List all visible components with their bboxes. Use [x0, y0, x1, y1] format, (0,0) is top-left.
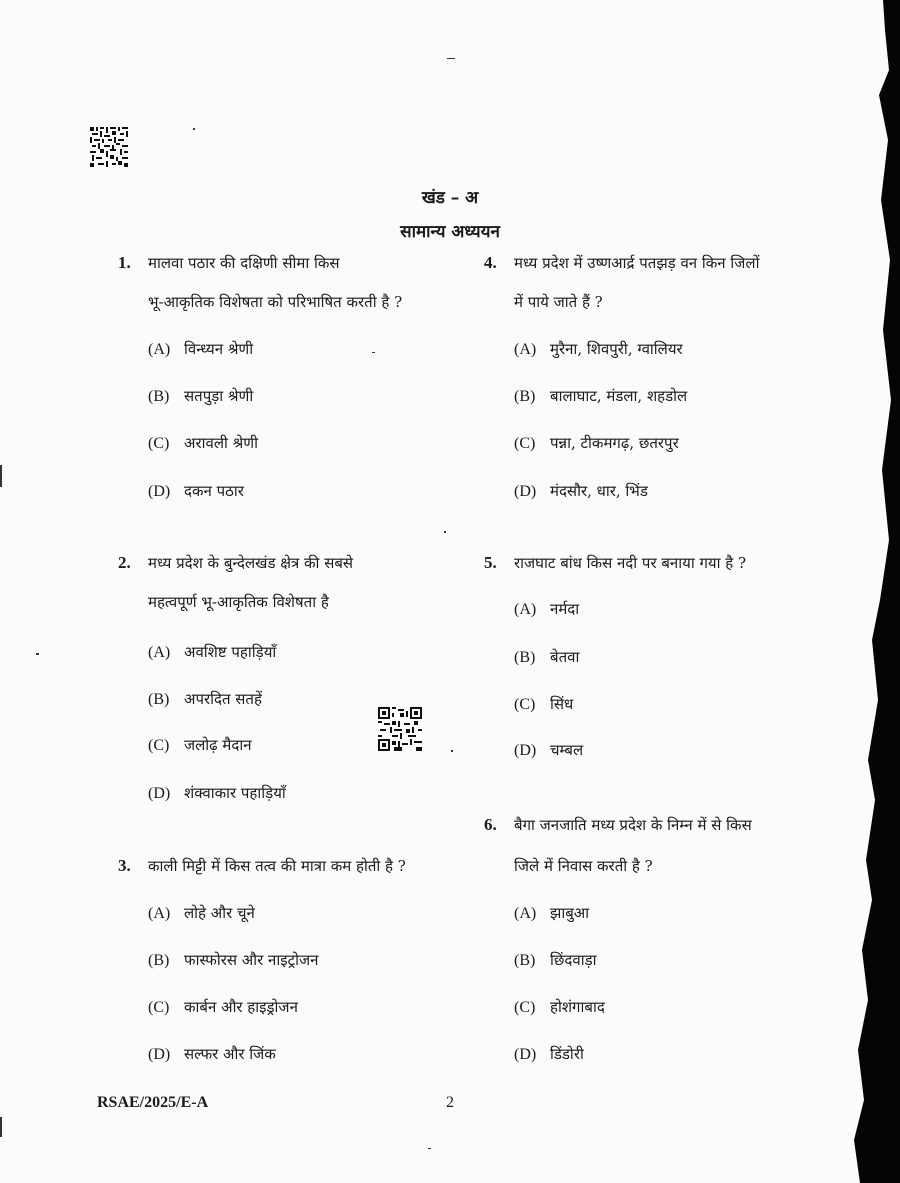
option-a[interactable]	[514, 599, 579, 619]
option-label: (B)	[514, 388, 536, 405]
option-label: (D)	[148, 1046, 171, 1063]
question-number: 3.	[118, 856, 131, 875]
option-c[interactable]	[514, 694, 573, 714]
option-label: (B)	[148, 388, 170, 405]
option-text: अपरदित सतहें	[184, 690, 262, 708]
scan-speck	[447, 58, 455, 59]
option-c[interactable]	[148, 735, 252, 755]
option-text: फास्फोरस और नाइट्रोजन	[184, 951, 319, 969]
question-text-line: बैगा जनजाति मध्य प्रदेश के निम्न में से किस	[514, 816, 752, 834]
qr-code-middle	[378, 707, 422, 751]
question-number: 6.	[484, 815, 497, 834]
option-b[interactable]	[514, 950, 597, 970]
option-text: अरावली श्रेणी	[184, 434, 258, 452]
option-label: (B)	[148, 691, 170, 708]
option-label: (D)	[514, 483, 537, 500]
question-text-line: राजघाट बांध किस नदी पर बनाया गया है ?	[514, 554, 747, 572]
option-text: कार्बन और हाइड्रोजन	[184, 998, 298, 1016]
option-text: सिंध	[550, 695, 574, 713]
option-label: (C)	[514, 696, 536, 713]
option-a[interactable]	[514, 903, 589, 923]
scan-speck	[444, 531, 446, 533]
question-text-line: में पाये जाते हैं ?	[514, 293, 603, 311]
option-label: (A)	[148, 644, 171, 661]
option-text: जलोढ़ मैदान	[184, 736, 252, 754]
option-text: पन्ना, टीकमगढ़, छतरपुर	[550, 434, 679, 452]
question-number: 1.	[118, 253, 131, 272]
scan-speck	[0, 1117, 2, 1137]
scan-speck	[193, 128, 195, 130]
option-b[interactable]	[514, 647, 579, 667]
option-b[interactable]	[148, 950, 319, 970]
option-a[interactable]	[514, 339, 683, 359]
question-number: 4.	[484, 253, 497, 272]
option-d[interactable]	[148, 481, 244, 501]
qr-code-top	[90, 127, 128, 167]
option-label: (D)	[514, 1046, 537, 1063]
question-text-line: महत्वपूर्ण भू-आकृतिक विशेषता है	[148, 593, 329, 611]
option-a[interactable]	[148, 903, 255, 923]
option-text: नर्मदा	[550, 600, 580, 618]
option-label: (A)	[148, 905, 171, 922]
option-d[interactable]	[514, 1044, 584, 1064]
question-text-line: मध्य प्रदेश में उष्णआर्द्र पतझड़ वन किन जिलों	[514, 254, 760, 272]
option-d[interactable]	[148, 1044, 276, 1064]
option-text: मंदसौर, धार, भिंड	[550, 482, 648, 500]
question-text-line: काली मिट्टी में किस तत्व की मात्रा कम होती है ?	[148, 857, 406, 875]
scan-speck	[372, 352, 375, 353]
option-a[interactable]	[148, 642, 276, 662]
option-b[interactable]	[514, 386, 687, 406]
question-number: 5.	[484, 553, 497, 572]
option-text: डिंडोरी	[550, 1045, 584, 1063]
question-text-line: मध्य प्रदेश के बुन्देलखंड क्षेत्र की सबसे	[148, 554, 354, 572]
section-title: खंड – अ	[421, 188, 479, 208]
paper-code: RSAE/2025/E-A	[97, 1094, 209, 1111]
option-label: (D)	[514, 742, 537, 759]
option-a[interactable]	[148, 339, 253, 359]
section-subtitle: सामान्य अध्ययन	[400, 222, 500, 242]
scan-speck	[36, 653, 39, 655]
option-label: (A)	[148, 341, 171, 358]
scan-speck	[428, 1148, 431, 1149]
option-label: (A)	[514, 905, 537, 922]
option-text: चम्बल	[550, 741, 584, 759]
option-text: शंक्वाकार पहाड़ियाँ	[184, 784, 286, 802]
option-text: लोहे और चूने	[184, 904, 255, 922]
option-text: बेतवा	[550, 648, 580, 666]
option-d[interactable]	[514, 481, 648, 501]
option-text: अवशिष्ट पहाड़ियाँ	[184, 643, 277, 661]
option-b[interactable]	[148, 689, 262, 709]
scan-speck	[0, 465, 2, 487]
option-text: सतपुड़ा श्रेणी	[184, 387, 254, 405]
option-c[interactable]	[514, 433, 679, 453]
question-text-line: भू-आकृतिक विशेषता को परिभाषित करती है ?	[148, 293, 403, 311]
scan-speck	[451, 750, 453, 752]
option-d[interactable]	[148, 783, 286, 803]
option-label: (C)	[514, 999, 536, 1016]
option-text: मुरैना, शिवपुरी, ग्वालियर	[550, 340, 683, 358]
question-number: 2.	[118, 553, 131, 572]
option-label: (C)	[148, 999, 170, 1016]
option-text: दकन पठार	[184, 482, 244, 500]
option-label: (A)	[514, 601, 537, 618]
option-label: (B)	[148, 952, 170, 969]
option-text: झाबुआ	[550, 904, 590, 922]
option-text: बालाघाट, मंडला, शहडोल	[550, 387, 688, 405]
option-label: (B)	[514, 952, 536, 969]
option-d[interactable]	[514, 740, 583, 760]
option-label: (C)	[148, 737, 170, 754]
question-text-line: जिले में निवास करती है ?	[514, 857, 653, 875]
option-text: विन्ध्यन श्रेणी	[184, 340, 254, 358]
question-text-line: मालवा पठार की दक्षिणी सीमा किस	[148, 254, 340, 272]
option-b[interactable]	[148, 386, 253, 406]
option-label: (C)	[514, 435, 536, 452]
option-text: होशंगाबाद	[550, 998, 605, 1016]
page-number: 2	[446, 1094, 454, 1111]
option-label: (D)	[148, 483, 171, 500]
option-label: (D)	[148, 785, 171, 802]
option-c[interactable]	[514, 997, 605, 1017]
option-label: (B)	[514, 649, 536, 666]
option-c[interactable]	[148, 997, 298, 1017]
option-text: छिंदवाड़ा	[550, 951, 597, 969]
option-c[interactable]	[148, 433, 258, 453]
option-text: सल्फर और जिंक	[184, 1045, 276, 1063]
option-label: (A)	[514, 341, 537, 358]
option-label: (C)	[148, 435, 170, 452]
